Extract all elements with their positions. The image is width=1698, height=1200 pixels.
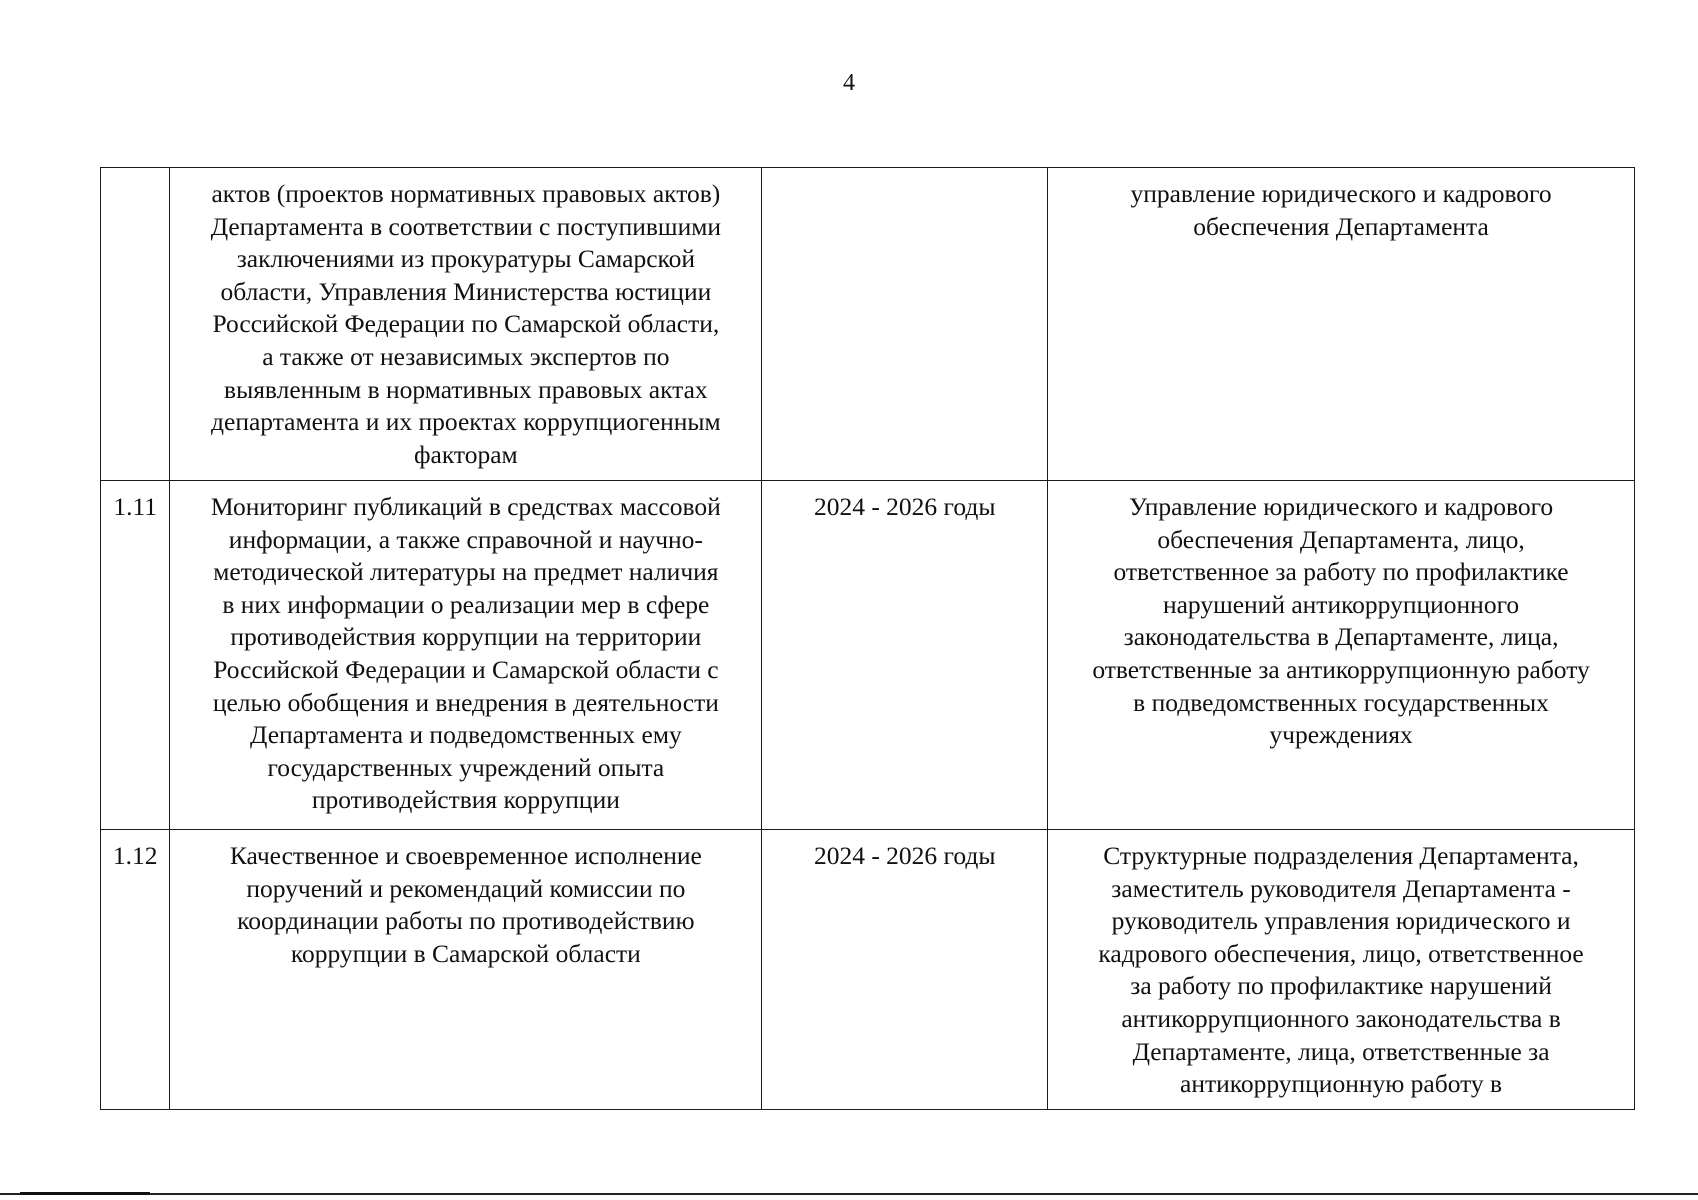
table-row xyxy=(101,830,1635,1110)
responsible-line: Структурные подразделения Департамента, xyxy=(1103,841,1579,870)
footer-rule xyxy=(0,1193,1698,1195)
responsible-line: ответственные за антикоррупционную работу xyxy=(1092,654,1590,684)
responsible-line: обеспечения Департамента, лицо, xyxy=(1157,524,1525,554)
text-line: целью обобщения и внедрения в деятельности xyxy=(212,687,719,717)
text-line: области, Управления Министерства юстиции xyxy=(220,276,712,306)
responsible-cell xyxy=(1048,481,1635,830)
measure-description-cell xyxy=(170,168,762,481)
text-line: коррупции в Самарской области xyxy=(290,938,641,968)
text-line: Мониторинг публикаций в средствах массовой xyxy=(210,492,721,521)
responsible-line: Управление юридического и кадрового xyxy=(1128,492,1554,521)
page-number xyxy=(0,70,1698,97)
item-number-cell xyxy=(101,830,170,1110)
deadline-cell xyxy=(762,481,1048,830)
table-row xyxy=(101,168,1635,481)
text-line: противодействия коррупции на территории xyxy=(230,622,702,652)
responsible-line: антикоррупционного законодательства в xyxy=(1121,1003,1561,1033)
text-line: департамента и их проектах коррупциогенным xyxy=(211,407,721,437)
responsible-line: заместитель руководителя Департамента - xyxy=(1111,873,1571,903)
responsible-line: обеспечения Департамента xyxy=(1193,211,1489,241)
text-line: а также от независимых экспертов по xyxy=(262,341,670,371)
text-line: факторам xyxy=(414,439,518,469)
responsible-line: кадрового обеспечения, лицо, ответственное xyxy=(1098,938,1584,968)
text-line: Департамента и подведомственных ему xyxy=(249,720,682,750)
responsible-line: ответственное за работу по профилактике xyxy=(1113,557,1569,587)
measure-description-cell xyxy=(170,481,762,830)
item-number: 1.12 xyxy=(112,841,158,870)
measure-description-cell xyxy=(170,830,762,1110)
text-line: в них информации о реализации мер в сфере xyxy=(222,589,710,619)
responsible-line: Департаменте, лица, ответственные за xyxy=(1132,1036,1550,1066)
text-line: заключениями из прокуратуры Самарской xyxy=(236,244,696,274)
responsible-line: нарушений антикоррупционного xyxy=(1162,589,1520,619)
responsible-line: антикоррупционную работу в xyxy=(1180,1069,1503,1099)
deadline-cell xyxy=(762,830,1048,1110)
footer-rule-accent xyxy=(20,1192,150,1195)
item-number-cell xyxy=(101,481,170,830)
text-line: государственных учреждений опыта xyxy=(267,752,665,782)
deadline: 2024 - 2026 годы xyxy=(813,492,996,521)
responsible-line: законодательства в Департаменте, лица, xyxy=(1123,622,1559,652)
text-line: методической литературы на предмет наличия xyxy=(213,557,719,587)
text-line: координации работы по противодействию xyxy=(237,906,695,936)
table-row xyxy=(101,481,1635,830)
responsible-line: в подведомственных государственных xyxy=(1133,687,1549,717)
deadline-cell xyxy=(762,168,1048,481)
text-line: Качественное и своевременное исполнение xyxy=(229,841,702,870)
measures-table xyxy=(100,167,1635,1110)
item-number: 1.11 xyxy=(113,492,158,521)
responsible-line: руководитель управления юридического и xyxy=(1111,906,1571,936)
responsible-cell xyxy=(1048,168,1635,481)
deadline: 2024 - 2026 годы xyxy=(813,841,996,870)
page-number-text: 4 xyxy=(843,70,855,96)
responsible-line: управление юридического и кадрового xyxy=(1130,179,1552,208)
text-line: информации, а также справочной и научно- xyxy=(228,524,703,554)
responsible-line: за работу по профилактике нарушений xyxy=(1130,971,1552,1001)
text-line: Российской Федерации по Самарской области, xyxy=(212,309,720,339)
text-line: противодействия коррупции xyxy=(311,785,620,815)
text-line: Российской Федерации и Самарской области с xyxy=(213,654,719,684)
responsible-line: учреждениях xyxy=(1269,720,1413,750)
text-line: Департамента в соответствии с поступившими xyxy=(210,211,722,241)
responsible-cell xyxy=(1048,830,1635,1110)
item-number-cell xyxy=(101,168,170,481)
text-line: выявленным в нормативных правовых актах xyxy=(224,374,708,404)
text-line: актов (проектов нормативных правовых актов) xyxy=(211,179,721,208)
text-line: поручений и рекомендаций комиссии по xyxy=(246,873,686,903)
